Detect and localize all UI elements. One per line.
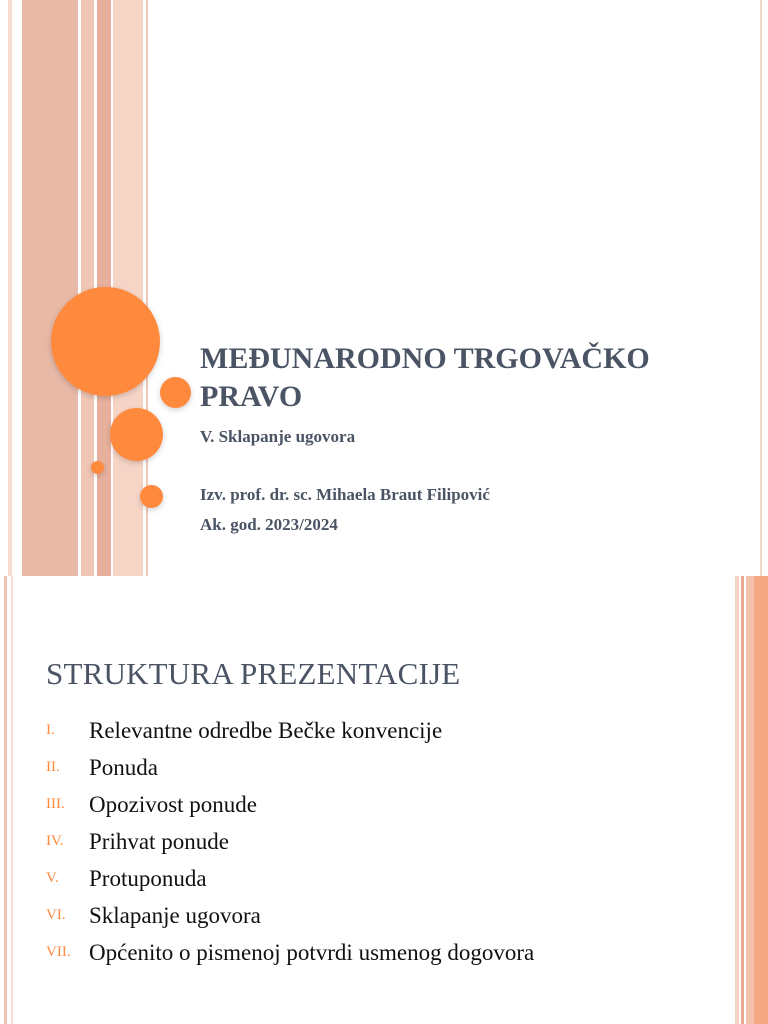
item-text: Opozivost ponude <box>89 791 258 817</box>
small-circle <box>140 485 163 508</box>
contents-slide <box>0 576 768 1024</box>
item-number: V. <box>46 870 59 886</box>
medium-circle <box>110 408 163 461</box>
item-number: III. <box>46 796 65 812</box>
list-item <box>46 823 534 860</box>
decor-stripe <box>8 0 12 576</box>
list-item <box>46 860 534 897</box>
decor-stripe <box>4 576 7 1024</box>
small-circle <box>160 377 191 408</box>
list-item <box>46 786 534 823</box>
item-number: VI. <box>46 907 66 923</box>
item-number: II. <box>46 759 60 775</box>
author-line: Izv. prof. dr. sc. Mihaela Braut Filipović <box>200 485 490 504</box>
list-item <box>46 897 534 934</box>
decor-stripe <box>760 0 762 576</box>
item-text: Sklapanje ugovora <box>89 902 261 928</box>
item-text: Relevantne odredbe Bečke konvencije <box>89 717 443 743</box>
item-number: VII. <box>46 944 71 960</box>
contents-list <box>46 712 534 971</box>
list-item <box>46 749 534 786</box>
list-item <box>46 934 534 971</box>
presentation-subtitle: V. Sklapanje ugovora <box>200 427 356 446</box>
academic-year: Ak. god. 2023/2024 <box>200 515 338 534</box>
decor-stripe <box>11 576 13 1024</box>
item-text: Protuponuda <box>89 865 207 891</box>
item-text: Općenito o pismenoj potvrdi usmenog dogovora <box>89 939 535 965</box>
large-circle <box>51 287 160 396</box>
item-text: Prihvat ponude <box>89 828 229 854</box>
decor-stripe <box>754 576 768 1024</box>
presentation-title: MEĐUNARODNO TRGOVAČKO PRAVO <box>200 342 650 413</box>
decor-stripe <box>735 576 739 1024</box>
decor-stripe <box>746 576 754 1024</box>
decor-stripe <box>22 0 78 576</box>
item-number: I. <box>46 722 55 738</box>
tiny-circle <box>91 461 104 474</box>
decor-stripe <box>741 576 744 1024</box>
item-number: IV. <box>46 833 64 849</box>
list-item <box>46 712 534 749</box>
slide-heading: STRUKTURA PREZENTACIJE <box>46 656 461 691</box>
item-text: Ponuda <box>89 754 158 780</box>
